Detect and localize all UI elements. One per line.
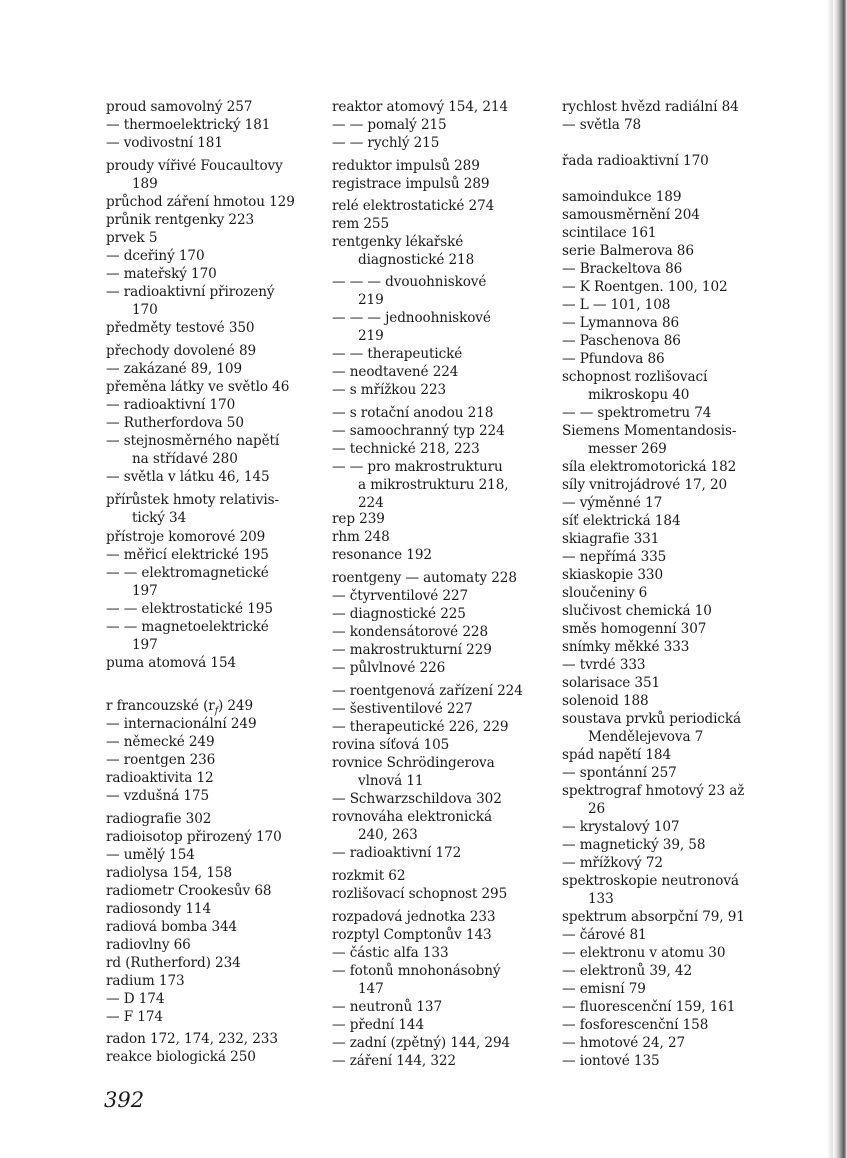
index-entry <box>332 404 550 422</box>
index-entry-text: — — elektrostatické 195 <box>106 601 273 617</box>
index-entry-text: radiografie 302 <box>106 811 212 827</box>
index-entry <box>562 206 784 224</box>
index-entry-text: průnik rentgenky 223 <box>106 212 255 228</box>
index-entry <box>106 116 324 134</box>
index-entry-text: — přední 144 <box>332 1017 425 1033</box>
index-entry-text: radium 173 <box>106 973 185 989</box>
index-entry-text: — čárové 81 <box>562 927 647 943</box>
index-entry-text: — vodivostní 181 <box>106 135 223 151</box>
index-entry <box>106 432 324 468</box>
index-entry-text: rem 255 <box>332 216 390 232</box>
index-entry <box>106 864 324 882</box>
index-entry-text: směs homogenní 307 <box>562 621 707 637</box>
index-entry <box>106 546 324 564</box>
index-entry-text: spád napětí 184 <box>562 747 671 763</box>
index-entry-text: radiosondy 114 <box>106 901 212 917</box>
index-entry <box>332 867 550 885</box>
index-entry-text: samoindukce 189 <box>562 189 682 205</box>
index-entry-text: — neutronů 137 <box>332 999 442 1015</box>
index-entry-text: serie Balmerova 86 <box>562 243 694 259</box>
index-entry <box>332 885 550 903</box>
index-entry-text: prvek 5 <box>106 230 158 246</box>
index-entry-text: radiometr Crookesův 68 <box>106 883 272 899</box>
index-entry-text: — makrostrukturní 229 <box>332 642 492 658</box>
index-entry <box>562 512 784 530</box>
index-entry-text: — záření 144, 322 <box>332 1053 456 1069</box>
index-entry-text: puma atomová 154 <box>106 655 237 671</box>
index-entry-text: — emisní 79 <box>562 981 646 997</box>
index-entry-continuation: 26 <box>588 801 606 817</box>
index-entry-text: rep 239 <box>332 511 385 527</box>
index-entry <box>106 769 324 787</box>
index-entry-text: — s mřížkou 223 <box>332 382 447 398</box>
index-entry <box>332 309 550 345</box>
index-entry <box>106 1008 324 1026</box>
index-entry <box>562 98 784 116</box>
index-entry <box>332 718 550 736</box>
index-entry-text: — vzdušná 175 <box>106 788 210 804</box>
index-entry-continuation: vlnová 11 <box>358 773 424 789</box>
index-entry <box>562 494 784 512</box>
index-entry-text: — — elektromagnetické <box>106 565 269 581</box>
index-entry-text: roentgeny — automaty 228 <box>332 570 517 586</box>
index-entry-continuation: tický 34 <box>132 510 187 526</box>
index-entry-text: — stejnosměrného napětí <box>106 433 280 449</box>
index-entry-text: — kondensátorové 228 <box>332 624 488 640</box>
index-entry-text: solenoid 188 <box>562 693 649 709</box>
index-entry <box>106 247 324 265</box>
index-entry <box>562 188 784 206</box>
index-entry <box>332 528 550 546</box>
index-entry <box>332 510 550 528</box>
index-entry-text: síly vnitrojádrové 17, 20 <box>562 477 728 493</box>
index-entry-text: — magnetický 39, 58 <box>562 837 706 853</box>
index-entry <box>562 350 784 368</box>
index-entry-text: rozlišovací schopnost 295 <box>332 886 508 902</box>
index-entry <box>332 1034 550 1052</box>
index-entry <box>106 654 324 672</box>
index-entry-text: — dceřiný 170 <box>106 248 205 264</box>
index-entry <box>562 782 784 818</box>
index-entry <box>332 659 550 677</box>
index-entry-text: přeměna látky ve světlo 46 <box>106 379 290 395</box>
index-entry-continuation: 189 <box>132 176 158 192</box>
index-entry <box>106 900 324 918</box>
index-entry-text: — — — jednoohniskové <box>332 310 491 326</box>
index-entry-continuation: 133 <box>588 891 614 907</box>
index-entry-text: radiová bomba 344 <box>106 919 238 935</box>
index-entry <box>106 954 324 972</box>
index-entry-text: radioaktivita 12 <box>106 770 214 786</box>
index-entry <box>562 242 784 260</box>
index-entry <box>332 998 550 1016</box>
index-entry <box>332 422 550 440</box>
index-entry <box>562 314 784 332</box>
index-entry-text: r francouzské $(r_f)$ 249 <box>106 698 254 717</box>
index-entry <box>562 908 784 926</box>
index-entry-continuation: 197 <box>132 637 158 653</box>
index-entry-text: — s rotační anodou 218 <box>332 405 494 421</box>
index-entry-text: rd (Rutherford) 234 <box>106 955 241 971</box>
index-entry-text: — thermoelektrický 181 <box>106 117 271 133</box>
index-entry <box>106 918 324 936</box>
index-entry <box>332 790 550 808</box>
index-entry-text: — Schwarzschildova 302 <box>332 791 502 807</box>
index-entry-text: síť elektrická 184 <box>562 513 681 529</box>
index-entry <box>332 926 550 944</box>
index-entry-text: snímky měkké 333 <box>562 639 690 655</box>
index-entry-text: předměty testové 350 <box>106 320 255 336</box>
index-entry-text: — roentgen 236 <box>106 752 216 768</box>
index-entry <box>562 710 784 746</box>
index-entry-text: — L — 101, 108 <box>562 297 671 313</box>
index-entry <box>562 458 784 476</box>
index-entry <box>332 233 550 269</box>
index-entry <box>332 641 550 659</box>
index-entry-text: — samoochranný typ 224 <box>332 423 505 439</box>
index-entry <box>562 764 784 782</box>
index-entry-text: radiovlny 66 <box>106 937 191 953</box>
index-entry-text: — mateřský 170 <box>106 266 217 282</box>
index-entry <box>562 224 784 242</box>
index-entry <box>332 908 550 926</box>
index-entry-text: — Pfundova 86 <box>562 351 665 367</box>
index-entry <box>106 229 324 247</box>
index-entry <box>562 602 784 620</box>
index-entry-text: — fosforescenční 158 <box>562 1017 709 1033</box>
index-entry <box>562 548 784 566</box>
index-entry-continuation: 219 <box>358 328 384 344</box>
index-entry-text: — zadní (zpětný) 144, 294 <box>332 1035 511 1051</box>
index-entry-text: proudy vířivé Foucaultovy <box>106 158 283 174</box>
index-entry-continuation: 197 <box>132 583 158 599</box>
index-entry <box>106 828 324 846</box>
index-entry <box>106 618 324 654</box>
index-entry-text: — — spektrometru 74 <box>562 405 712 421</box>
index-entry-text: rozptyl Comptonův 143 <box>332 927 492 943</box>
index-entry-text: resonance 192 <box>332 547 432 563</box>
index-entry-text: radioisotop přirozený 170 <box>106 829 282 845</box>
index-entry-text: spektrograf hmotový 23 až <box>562 783 745 799</box>
index-entry <box>106 751 324 769</box>
index-entry-text: — čtyrventilové 227 <box>332 588 469 604</box>
index-entry <box>562 638 784 656</box>
index-entry-text: sloučeniny 6 <box>562 585 648 601</box>
index-entry-text: — tvrdé 333 <box>562 657 646 673</box>
index-entry-text: rovnice Schrödingerova <box>332 755 495 771</box>
index-entry-text: soustava prvků periodická <box>562 711 742 727</box>
index-entry <box>106 491 324 527</box>
index-entry-text: — elektronu v atomu 30 <box>562 945 726 961</box>
index-entry-text: — měřicí elektrické 195 <box>106 547 269 563</box>
index-entry <box>332 808 550 844</box>
index-entry-text: — Rutherfordova 50 <box>106 415 244 431</box>
index-entry <box>332 546 550 564</box>
index-entry <box>562 476 784 494</box>
index-entry <box>106 319 324 337</box>
index-entry-text: rovina síťová 105 <box>332 737 450 753</box>
index-entry <box>332 440 550 458</box>
index-entry <box>562 692 784 710</box>
index-entry <box>562 872 784 908</box>
index-entry-text: samousměrnění 204 <box>562 207 700 223</box>
index-entry <box>562 674 784 692</box>
index-entry-text: — půlvlnové 226 <box>332 660 446 676</box>
index-entry-text: — šestiventilové 227 <box>332 701 473 717</box>
index-entry-text: — D 174 <box>106 991 165 1007</box>
index-entry <box>106 600 324 618</box>
index-entry <box>562 1016 784 1034</box>
index-entry-text: — mřížkový 72 <box>562 855 663 871</box>
index-entry <box>562 854 784 872</box>
index-entry <box>562 422 784 458</box>
index-entry-text: rhm 248 <box>332 529 390 545</box>
index-entry-text: — — pro makrostrukturu <box>332 459 503 475</box>
index-entry-text: řada radioaktivní 170 <box>562 153 709 169</box>
index-entry-text: — diagnostické 225 <box>332 606 466 622</box>
index-entry-text: — krystalový 107 <box>562 819 680 835</box>
index-entry-text: — iontové 135 <box>562 1053 660 1069</box>
index-entry-text: — neodtavené 224 <box>332 364 459 380</box>
index-entry-continuation: 147 <box>358 981 384 997</box>
index-entry-text: rovnováha elektronická <box>332 809 492 825</box>
index-entry <box>332 458 550 512</box>
index-entry-text: — umělý 154 <box>106 847 195 863</box>
index-entry <box>106 342 324 360</box>
index-entry-text: — fluorescenční 159, 161 <box>562 999 736 1015</box>
index-entry-text: — — rychlý 215 <box>332 135 440 151</box>
index-entry-continuation: diagnostické 218 <box>358 252 475 268</box>
index-entry <box>562 926 784 944</box>
index-entry <box>106 733 324 751</box>
index-entry <box>332 682 550 700</box>
index-entry <box>332 363 550 381</box>
index-entry <box>332 1016 550 1034</box>
index-entry-text: — fotonů mnohonásobný <box>332 963 501 979</box>
index-entry-text: — roentgenová zařízení 224 <box>332 683 523 699</box>
index-entry-text: — částic alfa 133 <box>332 945 449 961</box>
index-entry <box>332 736 550 754</box>
index-entry <box>106 936 324 954</box>
index-entry-text: — F 174 <box>106 1009 163 1025</box>
index-entry <box>106 211 324 229</box>
index-entry <box>562 746 784 764</box>
index-entry-text: — nepřímá 335 <box>562 549 667 565</box>
index-entry <box>332 944 550 962</box>
index-entry-text: slučivost chemická 10 <box>562 603 712 619</box>
index-entry-text: registrace impulsů 289 <box>332 176 490 192</box>
index-entry <box>332 215 550 233</box>
index-entry-text: rozkmit 62 <box>332 868 406 884</box>
index-entry <box>562 998 784 1016</box>
index-entry-continuation: a mikrostrukturu 218, <box>358 477 509 493</box>
index-entry <box>332 623 550 641</box>
index-entry-text: — technické 218, 223 <box>332 441 480 457</box>
index-entry <box>106 193 324 211</box>
index-entry <box>332 175 550 193</box>
index-entry <box>562 332 784 350</box>
index-entry-text: skiaskopie 330 <box>562 567 664 583</box>
index-entry-text: — výměnné 17 <box>562 495 663 511</box>
index-entry <box>106 810 324 828</box>
index-entry-text: — zakázané 89, 109 <box>106 361 242 377</box>
index-entry-text: skiagrafie 331 <box>562 531 660 547</box>
index-entry-text: rychlost hvězd radiální 84 <box>562 99 739 115</box>
index-entry-continuation: messer 269 <box>588 441 667 457</box>
index-entry-text: spektroskopie neutronová <box>562 873 739 889</box>
index-entry <box>562 818 784 836</box>
index-entry-text: — hmotové 24, 27 <box>562 1035 686 1051</box>
index-entry-continuation: na střídavé 280 <box>132 451 238 467</box>
index-entry <box>562 656 784 674</box>
index-entry <box>106 846 324 864</box>
index-entry-text: reduktor impulsů 289 <box>332 158 480 174</box>
index-entry-text: přírůstek hmoty relativis- <box>106 492 279 508</box>
index-entry-text: průchod záření hmotou 129 <box>106 194 295 210</box>
index-entry-text: — elektronů 39, 42 <box>562 963 693 979</box>
index-entry-text: — Brackeltova 86 <box>562 261 683 277</box>
index-entry-text: — internacionální 249 <box>106 716 257 732</box>
index-entry <box>106 990 324 1008</box>
index-entry-text: — radioaktivní 172 <box>332 845 462 861</box>
index-entry-text: — radioaktivní přirozený <box>106 284 275 300</box>
page-binding-edge <box>833 0 847 1158</box>
index-entry-text: — radioaktivní 170 <box>106 397 236 413</box>
index-entry-text: Siemens Momentandosis- <box>562 423 737 439</box>
index-entry-text: schopnost rozlišovací <box>562 369 708 385</box>
index-entry-text: rozpadová jednotka 233 <box>332 909 496 925</box>
index-entry-continuation: 219 <box>358 292 384 308</box>
index-entry-text: spektrum absorpční 79, 91 <box>562 909 745 925</box>
index-entry <box>106 1030 324 1048</box>
index-entry <box>332 345 550 363</box>
index-entry <box>106 1048 324 1066</box>
index-entry-continuation: Mendělejevova 7 <box>588 729 704 745</box>
index-entry-text: radon 172, 174, 232, 233 <box>106 1031 278 1047</box>
index-entry <box>106 528 324 546</box>
index-entry-text: — německé 249 <box>106 734 215 750</box>
index-entry <box>562 980 784 998</box>
index-entry-text: — Lymannova 86 <box>562 315 680 331</box>
index-entry <box>562 404 784 422</box>
index-entry-text: reakce biologická 250 <box>106 1049 256 1065</box>
index-entry-text: reaktor atomový 154, 214 <box>332 99 508 115</box>
index-entry-text: — světla 78 <box>562 117 642 133</box>
index-entry <box>562 278 784 296</box>
index-entry-text: síla elektromotorická 182 <box>562 459 737 475</box>
index-entry <box>332 1052 550 1070</box>
index-entry-text: — Paschenova 86 <box>562 333 681 349</box>
index-entry-text: — K Roentgen. 100, 102 <box>562 279 728 295</box>
index-entry-continuation: 170 <box>132 302 158 318</box>
index-entry <box>106 414 324 432</box>
index-entry <box>332 754 550 790</box>
index-entry <box>332 844 550 862</box>
page-number: 392 <box>104 1088 145 1112</box>
index-entry <box>562 296 784 314</box>
index-entry <box>332 587 550 605</box>
index-entry <box>106 157 324 193</box>
index-entry <box>106 468 324 486</box>
index-entry-continuation: 240, 263 <box>358 827 418 843</box>
index-entry <box>332 962 550 998</box>
index-entry <box>106 265 324 283</box>
index-entry <box>106 396 324 414</box>
index-entry <box>562 836 784 854</box>
index-entry-text: scintilace 161 <box>562 225 657 241</box>
index-entry <box>332 605 550 623</box>
index-entry <box>562 530 784 548</box>
index-entry <box>332 197 550 215</box>
index-entry-continuation: mikroskopu 40 <box>588 387 690 403</box>
index-entry <box>562 116 784 134</box>
index-entry-text: přechody dovolené 89 <box>106 343 257 359</box>
index-entry <box>332 569 550 587</box>
index-entry <box>332 98 550 116</box>
index-entry <box>106 98 324 116</box>
index-entry <box>562 152 784 170</box>
index-entry <box>332 381 550 399</box>
index-entry <box>106 787 324 805</box>
index-entry-continuation: 224 <box>358 495 384 511</box>
index-entry <box>562 944 784 962</box>
index-entry-text: relé elektrostatické 274 <box>332 198 495 214</box>
index-entry <box>332 273 550 309</box>
index-entry <box>332 157 550 175</box>
index-entry-text: — — therapeutické <box>332 346 463 362</box>
index-entry <box>562 584 784 602</box>
index-entry <box>106 882 324 900</box>
index-entry <box>562 368 784 404</box>
index-entry <box>106 134 324 152</box>
index-entry <box>562 1052 784 1070</box>
index-entry <box>562 620 784 638</box>
index-entry <box>106 715 324 733</box>
index-entry-text: rentgenky lékařské <box>332 234 464 250</box>
index-entry-text: radiolysa 154, 158 <box>106 865 232 881</box>
index-entry-text: proud samovolný 257 <box>106 99 253 115</box>
index-entry-text: — světla v látku 46, 145 <box>106 469 270 485</box>
index-entry <box>106 360 324 378</box>
index-entry <box>106 564 324 600</box>
index-entry <box>562 962 784 980</box>
index-entry-text: solarisace 351 <box>562 675 661 691</box>
index-entry <box>562 260 784 278</box>
index-entry <box>332 116 550 134</box>
index-entry-text: — — pomalý 215 <box>332 117 447 133</box>
index-entry-text: — — magnetoelektrické <box>106 619 269 635</box>
index-entry <box>562 566 784 584</box>
index-entry <box>106 697 324 715</box>
index-entry-text: — therapeutické 226, 229 <box>332 719 509 735</box>
index-entry <box>332 700 550 718</box>
index-entry <box>332 134 550 152</box>
index-entry <box>106 283 324 319</box>
index-entry-text: — spontánní 257 <box>562 765 677 781</box>
index-entry-text: přístroje komorové 209 <box>106 529 266 545</box>
index-entry-text: — — — dvouohniskové <box>332 274 487 290</box>
index-entry <box>106 378 324 396</box>
index-entry <box>106 972 324 990</box>
index-entry <box>562 1034 784 1052</box>
